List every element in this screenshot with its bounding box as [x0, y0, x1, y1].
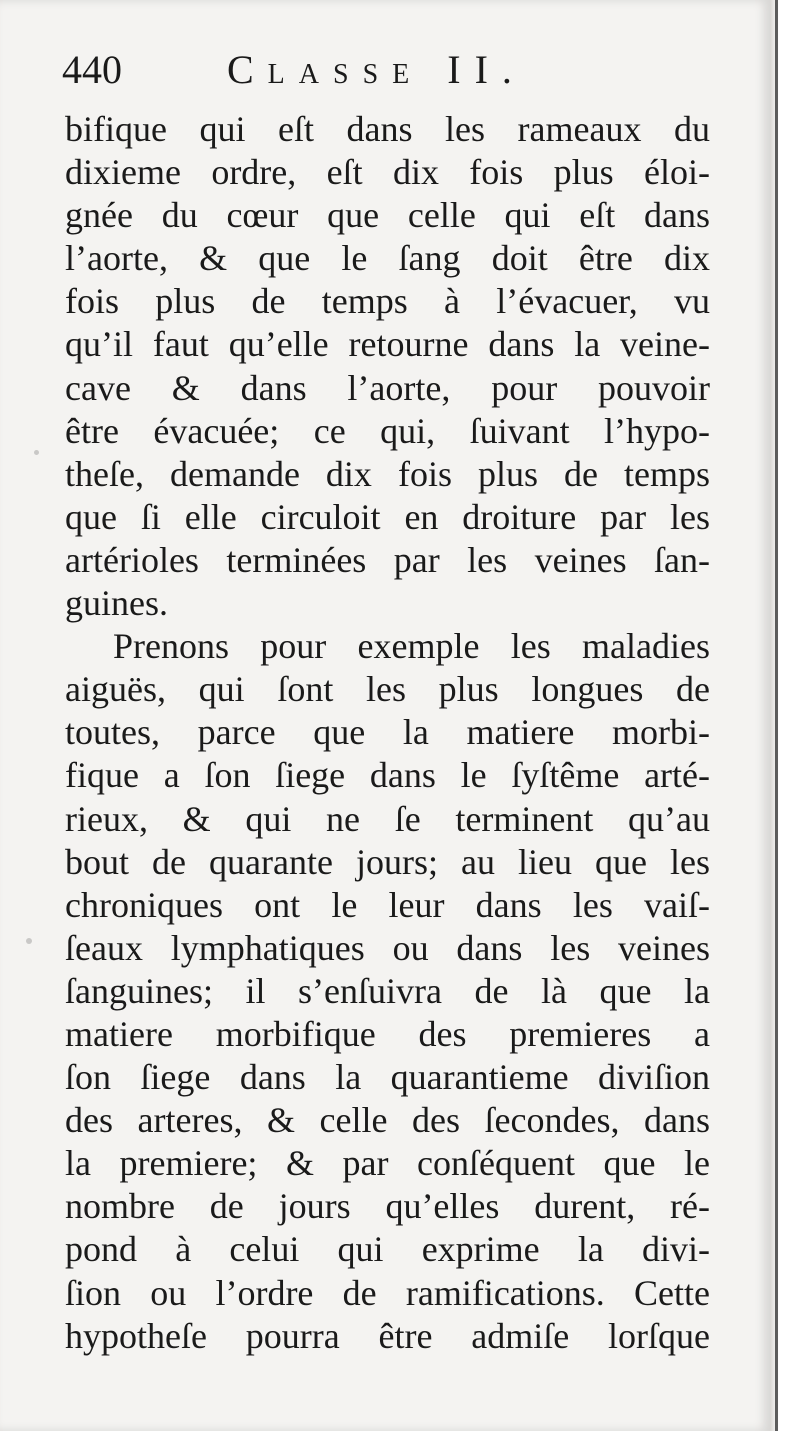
page-header: [62, 44, 712, 108]
running-head: Classe II.: [227, 47, 526, 92]
text-line: pond à celui qui exprime la divi-: [65, 1229, 710, 1270]
text-line: gnée du cœur que celle qui eſt dans: [65, 195, 710, 236]
ink-speck: [26, 938, 32, 944]
text-line: fois plus de temps à l’évacuer, vu: [65, 281, 710, 322]
text-line: ſon ſiege dans la quarantieme diviſion: [65, 1057, 710, 1098]
text-line: toutes, parce que la matiere morbi-: [65, 712, 710, 753]
body-text: [65, 108, 710, 1358]
text-line: dixieme ordre, eſt dix fois plus éloi-: [65, 152, 710, 193]
text-line: ſeaux lymphatiques ou dans les veines: [65, 927, 710, 968]
page-number: 440: [62, 47, 122, 92]
text-line: aiguës, qui ſont les plus longues de: [65, 669, 710, 710]
text-line: ſanguines; il s’enſuivra de là que la: [65, 970, 710, 1011]
text-line: être évacuée; ce qui, ſuivant l’hypo-: [65, 410, 710, 451]
text-line: fique a ſon ſiege dans le ſyſtême arté-: [65, 755, 710, 796]
text-line: nombre de jours qu’elles durent, ré-: [65, 1186, 710, 1227]
text-line: chroniques ont le leur dans les vaiſ-: [65, 884, 710, 925]
text-line: des arteres, & celle des ſecondes, dans: [65, 1100, 710, 1141]
text-line: theſe, demande dix fois plus de temps: [65, 453, 710, 494]
text-line: l’aorte, & que le ſang doit être dix: [65, 238, 710, 279]
text-line: bifique qui eſt dans les rameaux du: [65, 109, 710, 149]
gutter-edge: [775, 0, 778, 1431]
text-line: cave & dans l’aorte, pour pouvoir: [65, 367, 710, 408]
text-line: hypotheſe pourra être admiſe lorſque: [65, 1315, 710, 1356]
text-line: ſion ou l’ordre de ramifications. Cette: [65, 1272, 710, 1313]
text-line: artérioles terminées par les veines ſan-: [65, 539, 710, 580]
text-line: qu’il faut qu’elle retourne dans la veine-: [65, 324, 710, 365]
text-line: rieux, & qui ne ſe terminent qu’au: [65, 798, 710, 839]
text-line: matiere morbifique des premieres a: [65, 1013, 710, 1054]
text-line: la premiere; & par conſéquent que le: [65, 1143, 710, 1184]
paragraph-start-line: Prenons pour exemple les maladies: [113, 626, 710, 667]
text-line: que ſi elle circuloit en droiture par les: [65, 496, 710, 537]
text-line: guines.: [65, 583, 168, 624]
text-line: bout de quarante jours; au lieu que les: [65, 841, 710, 882]
ink-speck: [34, 450, 39, 455]
